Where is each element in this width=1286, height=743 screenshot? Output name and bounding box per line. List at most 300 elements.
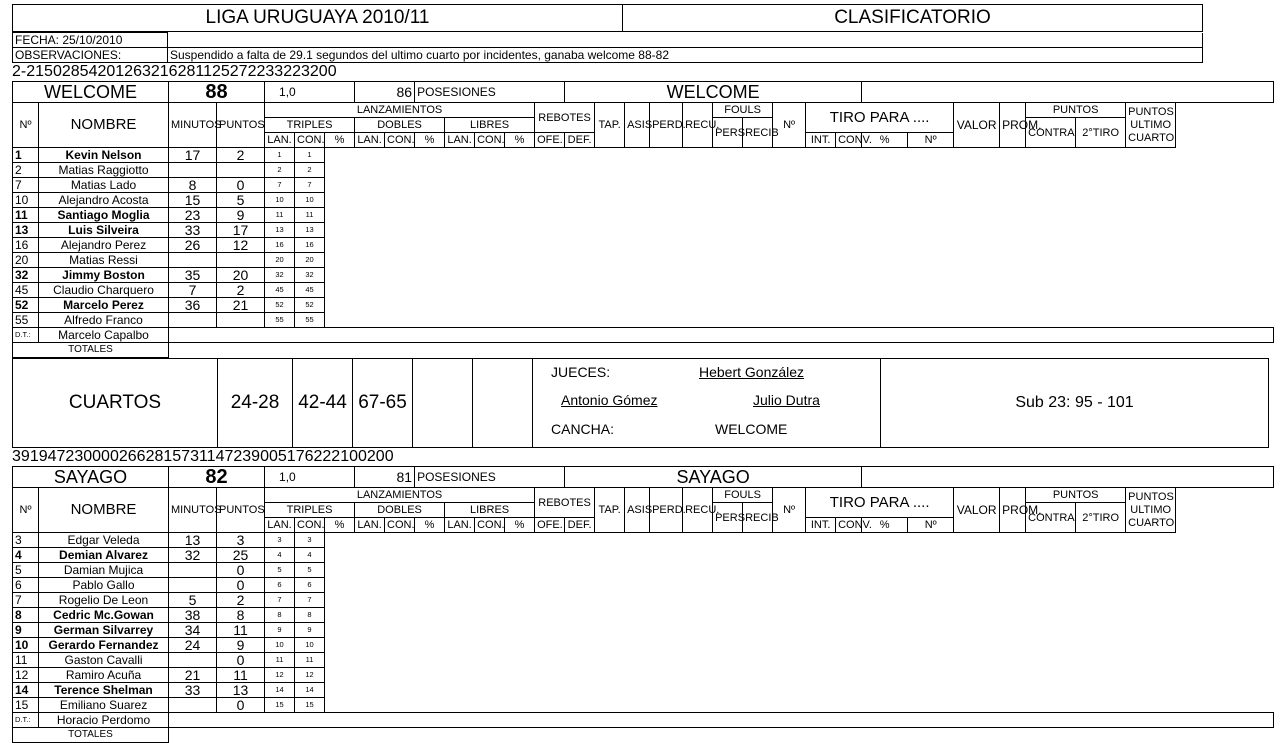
posesiones-label: POSESIONES (415, 82, 565, 103)
tiro-int: 32 (141, 63, 160, 80)
player-name: Rogelio De Leon (39, 593, 169, 608)
player-name: Claudio Charquero (39, 283, 169, 298)
match-type: CLASIFICATORIO (623, 5, 1203, 32)
team-name-right: WELCOME (565, 82, 862, 103)
player-number-3: 12 (295, 668, 325, 683)
cuartos-label: CUARTOS (13, 359, 218, 448)
minutes: 23 (169, 208, 217, 223)
valor: 11 (195, 63, 212, 80)
hdr-contra: CONTRA (1026, 503, 1076, 533)
points: 12 (217, 238, 265, 253)
hdr-int: INT. (806, 518, 836, 533)
player-number-2: 5 (265, 563, 295, 578)
dt-label: D.T.: (13, 328, 39, 343)
minutes: 33 (169, 683, 217, 698)
factor: 1,0 (265, 82, 355, 103)
hdr-minutos: MINUTOS (169, 103, 217, 148)
player-number: 20 (13, 253, 39, 268)
player-number: 45 (13, 283, 39, 298)
tiro-int: 28 (177, 63, 196, 80)
player-number-3: 10 (295, 638, 325, 653)
minutes (169, 313, 217, 328)
team-name-right: SAYAGO (565, 467, 862, 488)
minutes: 35 (169, 268, 217, 283)
player-number-3: 11 (295, 653, 325, 668)
player-row (13, 283, 1274, 298)
points: 9 (217, 638, 265, 653)
juez-3: Julio Dutra (753, 392, 820, 408)
posesiones-value: 86 (355, 82, 415, 103)
player-number: 6 (13, 578, 39, 593)
player-row (13, 683, 1274, 698)
player-number-3: 5 (295, 563, 325, 578)
coach-name: Horacio Perdomo (39, 713, 169, 728)
hdr-pct: % (505, 518, 535, 533)
player-number-2: 8 (265, 608, 295, 623)
hdr-conv: CONV. (836, 518, 862, 533)
posesiones-value: 81 (355, 467, 415, 488)
player-row (13, 163, 1274, 178)
tiro-int: 0 (349, 448, 358, 465)
hdr-recu: RECU. (683, 488, 713, 533)
hdr-con: CON. (295, 133, 325, 148)
tiro-int: 2 (12, 63, 21, 80)
player-name: Damian Mujica (39, 563, 169, 578)
coach-name: Marcelo Capalbo (39, 328, 169, 343)
player-name: Alejandro Perez (39, 238, 169, 253)
team-welcome-section (12, 63, 1268, 358)
hdr-puntos-ultimo (1126, 488, 1176, 533)
triples-t_l: 1 (35, 63, 45, 80)
player-number-3: 13 (295, 223, 325, 238)
team-name: SAYAGO (13, 467, 169, 488)
hdr-con: CON. (475, 133, 505, 148)
team-score: 88 (169, 82, 265, 103)
player-name: Alejandro Acosta (39, 193, 169, 208)
player-number-3: 9 (295, 623, 325, 638)
hdr-pu-1: PUNTOS (1128, 105, 1174, 118)
points: 8 (217, 608, 265, 623)
valor: -2 (20, 63, 36, 80)
team-table (12, 81, 1274, 358)
player-number-3: 45 (295, 283, 325, 298)
officials-box (533, 359, 881, 448)
triples-t_l: 3 (12, 448, 21, 465)
hdr-nombre: NOMBRE (39, 488, 169, 533)
player-name: Ramiro Acuña (39, 668, 169, 683)
valor: 0 (358, 448, 367, 465)
hdr-pers: PERS (713, 118, 743, 148)
hdr-pu-2: ULTIMO (1130, 503, 1172, 516)
minutes (169, 653, 217, 668)
hdr-rebotes: REBOTES (535, 488, 595, 518)
minutes: 26 (169, 238, 217, 253)
minutes: 32 (169, 548, 217, 563)
hdr-pers: PERS (713, 503, 743, 533)
player-name: German Silvarrey (39, 623, 169, 638)
player-number: 32 (13, 268, 39, 283)
hdr-valor: VALOR (954, 103, 1000, 148)
hdr-perd: PERD. (650, 103, 683, 148)
hdr-2tiro: 2°TIRO (1076, 503, 1126, 533)
player-number-2: 11 (265, 208, 295, 223)
hdr-triples: TRIPLES (265, 118, 355, 133)
minutes: 8 (169, 178, 217, 193)
hdr-con: CON. (385, 133, 415, 148)
middle-table (12, 358, 1269, 448)
hdr-lan: LAN. (265, 518, 295, 533)
sub23: Sub 23: 95 - 101 (881, 359, 1269, 448)
tiro-int: 20 (97, 63, 116, 80)
player-name: Terence Shelman (39, 683, 169, 698)
valor: 16 (159, 63, 178, 80)
player-number-3: 10 (295, 193, 325, 208)
player-number: 55 (13, 313, 39, 328)
hdr-minutos: MINUTOS (169, 488, 217, 533)
hdr-lan: LAN. (265, 133, 295, 148)
player-number: 10 (13, 193, 39, 208)
team-score: 82 (169, 467, 265, 488)
hdr-tp-pct: % (862, 518, 908, 533)
player-number-2: 14 (265, 683, 295, 698)
hdr-dobles: DOBLES (355, 118, 445, 133)
observaciones: Suspendido a falta de 29.1 segundos del ultimo cuarto por incidentes, ganaba welcome 88-82 (168, 48, 1203, 63)
hdr-prom: PROM. (1000, 103, 1026, 148)
quarter-1: 24-28 (218, 359, 293, 448)
minutes: 36 (169, 298, 217, 313)
valor: 6 (304, 448, 314, 465)
player-number-3: 7 (295, 178, 325, 193)
player-number-2: 12 (265, 668, 295, 683)
player-number-2: 15 (265, 698, 295, 713)
hdr-lanzamientos: LANZAMIENTOS (265, 488, 535, 503)
points: 2 (217, 148, 265, 163)
hdr-lanzamientos: LANZAMIENTOS (265, 103, 535, 118)
player-number-3: 6 (295, 578, 325, 593)
player-row (13, 578, 1274, 593)
player-number: 4 (13, 548, 39, 563)
hdr-rebotes: REBOTES (535, 103, 595, 133)
hdr-lan: LAN. (445, 133, 475, 148)
tiro-int: 28 (145, 448, 164, 465)
points: 21 (217, 298, 265, 313)
hdr-pu-3: CUARTO (1128, 131, 1175, 144)
player-number-2: 52 (265, 298, 295, 313)
hdr-pu-2: ULTIMO (1130, 118, 1172, 131)
hdr-dobles: DOBLES (355, 503, 445, 518)
player-number: 12 (13, 668, 39, 683)
valor: 0 (268, 448, 278, 465)
cancha: WELCOME (715, 421, 788, 437)
minutes (169, 563, 217, 578)
tiro-int: 22 (313, 448, 332, 465)
points (217, 163, 265, 178)
player-name: Alfredo Franco (39, 313, 169, 328)
player-name: Gerardo Fernandez (39, 638, 169, 653)
player-row (13, 623, 1274, 638)
player-number-3: 32 (295, 268, 325, 283)
player-row (13, 593, 1274, 608)
player-name: Matias Raggiotto (39, 163, 169, 178)
player-number: 8 (13, 608, 39, 623)
points: 20 (217, 268, 265, 283)
triples-t_l: 6 (136, 448, 146, 465)
tiro-int: 2 (118, 448, 128, 465)
player-number-2: 45 (265, 283, 295, 298)
hdr-con: CON. (295, 518, 325, 533)
hdr-prom: PROM. (1000, 488, 1026, 533)
player-number-2: 4 (265, 548, 295, 563)
player-row (13, 563, 1274, 578)
player-number-3: 7 (295, 593, 325, 608)
title-table (12, 4, 1269, 32)
totales-label: TOTALES (13, 728, 169, 743)
player-row (13, 313, 1274, 328)
valor: 0 (52, 63, 62, 80)
coach-row (13, 713, 1274, 728)
points: 25 (217, 548, 265, 563)
minutes: 17 (169, 148, 217, 163)
player-number-3: 15 (295, 698, 325, 713)
hdr-no-2: Nº (773, 488, 806, 533)
player-number-2: 32 (265, 268, 295, 283)
info-table (12, 32, 1269, 63)
team-sayago-section (12, 448, 1268, 743)
player-number: 11 (13, 653, 39, 668)
hdr-lan: LAN. (445, 518, 475, 533)
minutes: 21 (169, 668, 217, 683)
player-name: Matias Ressi (39, 253, 169, 268)
valor: 27 (229, 63, 248, 80)
tot-min: 200 (366, 448, 394, 465)
juez-2: Antonio Gómez (561, 392, 658, 408)
player-row (13, 533, 1274, 548)
hdr-lan: LAN. (355, 133, 385, 148)
player-number-3: 52 (295, 298, 325, 313)
hdr-def: DEF. (565, 133, 595, 148)
player-name: Santiago Moglia (39, 208, 169, 223)
totals-row (13, 343, 1274, 358)
hdr-ofe: OFE. (535, 518, 565, 533)
valor: 2 (256, 63, 266, 80)
minutes: 15 (169, 193, 217, 208)
valor: 1 (29, 448, 39, 465)
hdr-no: Nº (13, 103, 39, 148)
player-number: 13 (13, 223, 39, 238)
player-number: 5 (13, 563, 39, 578)
triples-t_l: 5 (277, 448, 287, 465)
player-row (13, 548, 1274, 563)
hdr-puntos-grp: PUNTOS (1026, 488, 1126, 503)
minutes (169, 163, 217, 178)
valor: 6 (127, 448, 137, 465)
juez-1: Hebert González (699, 364, 805, 380)
player-row (13, 668, 1274, 683)
points: 11 (217, 668, 265, 683)
triples-t_l: 6 (133, 63, 142, 80)
league-title: LIGA URUGUAYA 2010/11 (13, 5, 623, 32)
hdr-fouls: FOULS (713, 103, 773, 118)
player-number-2: 16 (265, 238, 295, 253)
hdr-tap: TAP. (595, 488, 625, 533)
player-number-2: 11 (265, 653, 295, 668)
hdr-lan: LAN. (355, 518, 385, 533)
jueces-label: JUECES: (551, 364, 611, 380)
hdr-asis: ASIS. (625, 488, 650, 533)
player-number: 1 (13, 148, 39, 163)
player-row (13, 208, 1274, 223)
player-number-3: 14 (295, 683, 325, 698)
tiro-int: 0 (83, 448, 93, 465)
hdr-pct: % (325, 133, 355, 148)
minutes: 38 (169, 608, 217, 623)
player-name: Matias Lado (39, 178, 169, 193)
hdr-def: DEF. (565, 518, 595, 533)
hdr-pct: % (415, 518, 445, 533)
player-name: Edgar Veleda (39, 533, 169, 548)
points: 9 (217, 208, 265, 223)
dt-label: D.T.: (13, 713, 39, 728)
player-number-2: 55 (265, 313, 295, 328)
minutes: 24 (169, 638, 217, 653)
player-number-3: 8 (295, 608, 325, 623)
tiro-int: 25 (211, 63, 230, 80)
valor: 14 (206, 448, 225, 465)
valor: 23 (65, 448, 84, 465)
hdr-fouls: FOULS (713, 488, 773, 503)
player-number: 15 (13, 698, 39, 713)
hdr-tiro-para: TIRO PARA .... (806, 488, 954, 518)
tiro-int: 9 (20, 448, 30, 465)
player-number-2: 6 (265, 578, 295, 593)
player-name: Emiliano Suarez (39, 698, 169, 713)
hdr-pu-1: PUNTOS (1128, 490, 1174, 503)
player-number-2: 13 (265, 223, 295, 238)
points: 0 (217, 698, 265, 713)
valor: 21 (331, 448, 350, 465)
valor: 0 (109, 448, 119, 465)
triples-t_l: 9 (38, 448, 48, 465)
valor: 15 (163, 448, 182, 465)
tiro-int: 31 (190, 448, 207, 465)
totals-row (13, 728, 1274, 743)
tiro-int: 0 (101, 448, 110, 465)
minutes: 5 (169, 593, 217, 608)
hdr-puntos: PUNTOS (217, 103, 265, 148)
hdr-no-3: Nº (908, 518, 954, 533)
tiro-int: 8 (70, 63, 80, 80)
player-name: Jimmy Boston (39, 268, 169, 283)
minutes: 34 (169, 623, 217, 638)
fecha: FECHA: 25/10/2010 (13, 33, 168, 48)
hdr-libres: LIBRES (445, 118, 535, 133)
factor: 1,0 (265, 467, 355, 488)
player-number-2: 2 (265, 163, 295, 178)
triples-t_l: 3 (265, 63, 275, 80)
player-name: Gaston Cavalli (39, 653, 169, 668)
player-number-2: 7 (265, 593, 295, 608)
points: 0 (217, 653, 265, 668)
player-number: 7 (13, 593, 39, 608)
player-number-2: 3 (265, 533, 295, 548)
player-row (13, 148, 1274, 163)
hdr-puntos-ultimo (1126, 103, 1176, 148)
minutes (169, 698, 217, 713)
player-number-2: 10 (265, 193, 295, 208)
coach-row (13, 328, 1274, 343)
tiro-int: 17 (286, 448, 305, 465)
player-number-3: 4 (295, 548, 325, 563)
player-number: 10 (13, 638, 39, 653)
player-number: 3 (13, 533, 39, 548)
player-number-2: 7 (265, 178, 295, 193)
player-number-2: 9 (265, 623, 295, 638)
tiro-int: 23 (233, 448, 252, 465)
player-name: Luis Silveira (39, 223, 169, 238)
tiro-int: 0 (260, 448, 269, 465)
hdr-ofe: OFE. (535, 133, 565, 148)
player-name: Demian Alvarez (39, 548, 169, 563)
player-number: 11 (13, 208, 39, 223)
hdr-pct: % (325, 518, 355, 533)
hdr-triples: TRIPLES (265, 503, 355, 518)
player-name: Pablo Gallo (39, 578, 169, 593)
cancha-label: CANCHA: (551, 421, 615, 437)
points: 2 (217, 593, 265, 608)
hdr-tiro-para: TIRO PARA .... (806, 103, 954, 133)
valor: 5 (79, 63, 89, 80)
hdr-puntos-grp: PUNTOS (1026, 103, 1126, 118)
triples-t_l: 4 (88, 63, 98, 80)
triples-t_l: 7 (224, 448, 234, 465)
totales-label: TOTALES (13, 343, 169, 358)
player-number: 52 (13, 298, 39, 313)
player-number-3: 55 (295, 313, 325, 328)
player-name: Cedric Mc.Gowan (39, 608, 169, 623)
points: 5 (217, 193, 265, 208)
hdr-no-2: Nº (773, 103, 806, 148)
player-number: 9 (13, 623, 39, 638)
hdr-libres: LIBRES (445, 503, 535, 518)
hdr-pct: % (505, 133, 535, 148)
hdr-contra: CONTRA (1026, 118, 1076, 148)
triples-t_l: 7 (181, 448, 191, 465)
player-name: Marcelo Perez (39, 298, 169, 313)
hdr-nombre: NOMBRE (39, 103, 169, 148)
tot-min: 200 (309, 63, 337, 80)
tiro-int: 2 (247, 63, 257, 80)
points: 0 (217, 563, 265, 578)
minutes (169, 578, 217, 593)
hdr-perd: PERD. (650, 488, 683, 533)
points (217, 253, 265, 268)
player-number: 7 (13, 178, 39, 193)
minutes: 33 (169, 223, 217, 238)
team-name: WELCOME (13, 82, 169, 103)
points: 11 (217, 623, 265, 638)
hdr-2tiro: 2°TIRO (1076, 118, 1126, 148)
hdr-pu-3: CUARTO (1128, 516, 1175, 529)
player-number-3: 2 (295, 163, 325, 178)
player-number-3: 11 (295, 208, 325, 223)
player-row (13, 653, 1274, 668)
hdr-valor: VALOR (954, 488, 1000, 533)
tiro-int: 47 (47, 448, 66, 465)
valor: 0 (92, 448, 102, 465)
player-row (13, 178, 1274, 193)
player-number-2: 10 (265, 638, 295, 653)
hdr-tp-pct: % (862, 133, 908, 148)
